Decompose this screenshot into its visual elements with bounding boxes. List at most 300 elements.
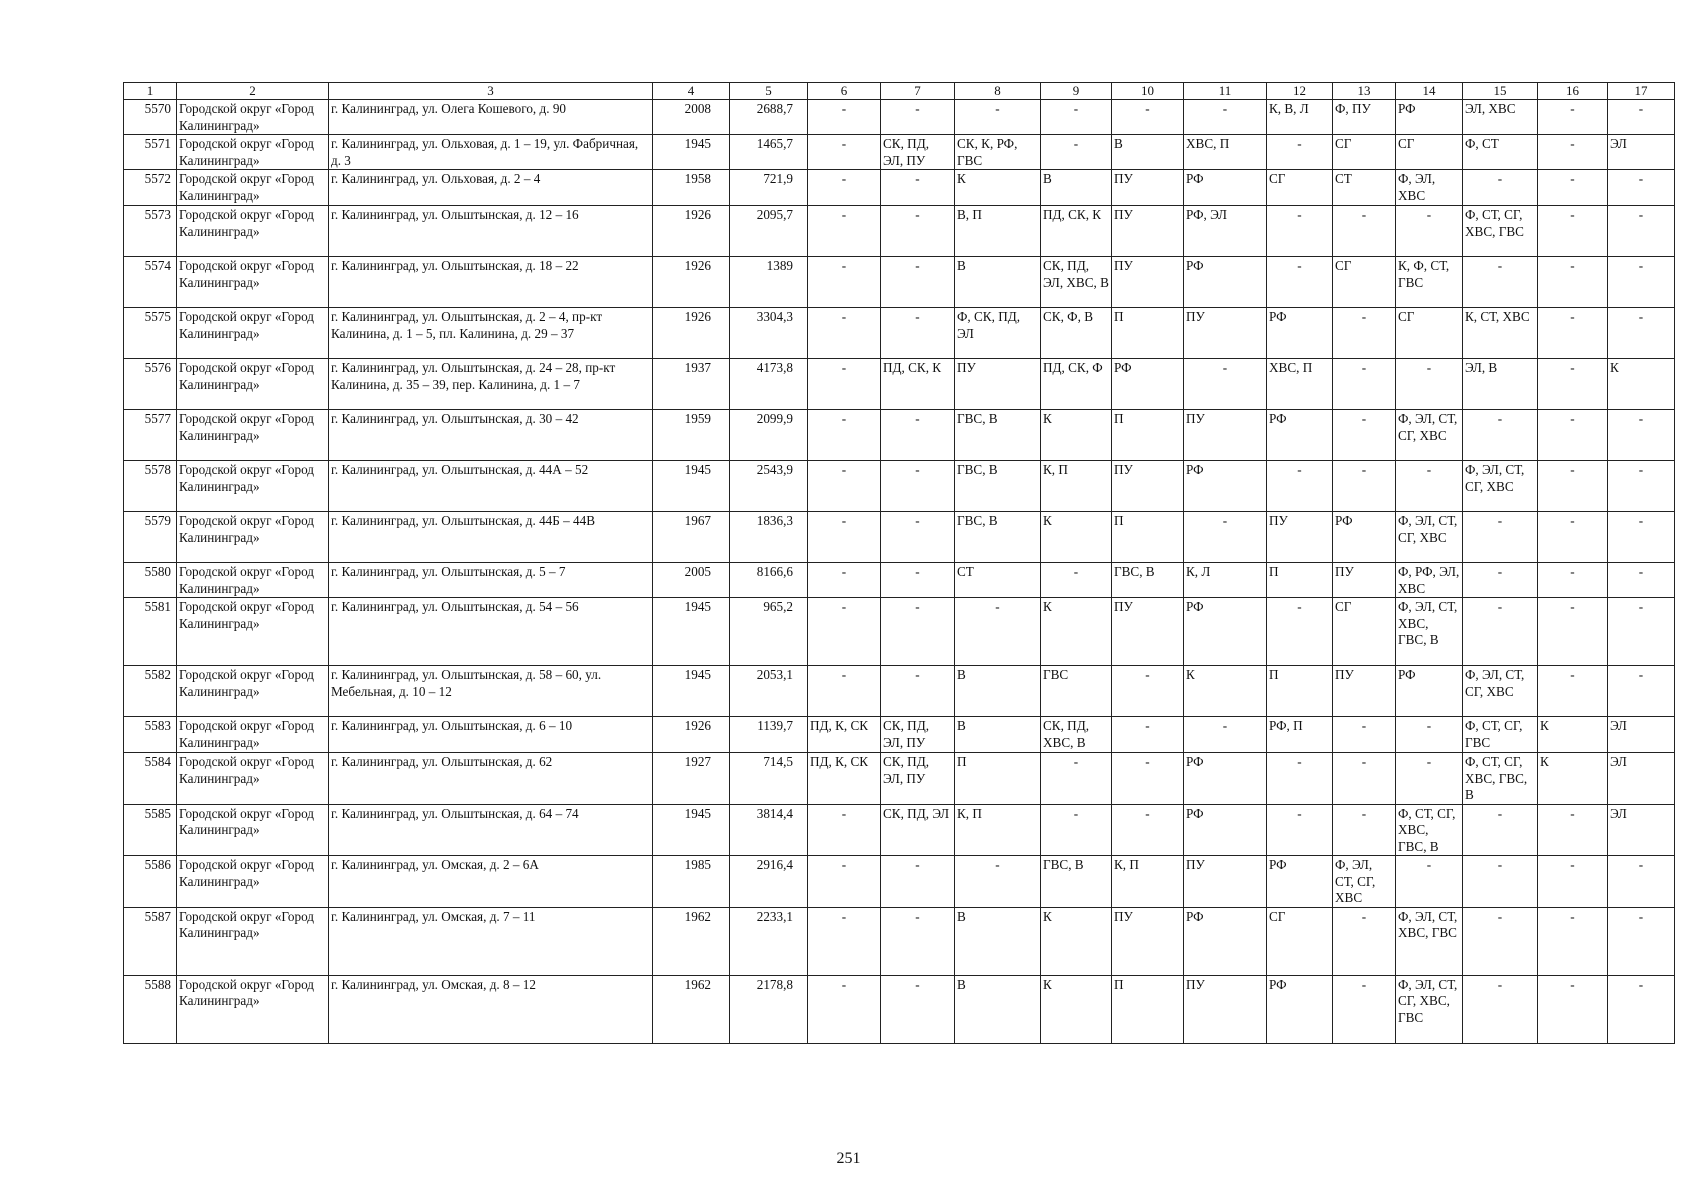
table-cell: - [1463, 410, 1538, 461]
table-cell: - [1608, 598, 1675, 666]
table-cell: 5575 [124, 308, 177, 359]
table-cell: РФ, П [1267, 717, 1333, 753]
table-cell: Городской округ «Город Калининград» [177, 975, 329, 1043]
table-cell: - [1538, 135, 1608, 170]
table-cell: РФ [1267, 856, 1333, 908]
table-cell: - [881, 907, 955, 975]
table-cell: Ф, ЭЛ, СТ, СГ, ХВС [1463, 666, 1538, 717]
table-row [124, 804, 1675, 856]
table-cell: Городской округ «Город Калининград» [177, 563, 329, 598]
table-cell: Городской округ «Город Калининград» [177, 206, 329, 257]
table-cell: г. Калининград, ул. Омская, д. 2 – 6А [329, 856, 653, 908]
table-cell: - [1608, 512, 1675, 563]
table-cell: СГ [1267, 907, 1333, 975]
table-cell: СК, ПД, ЭЛ, ПУ [881, 753, 955, 805]
table-cell: - [1267, 804, 1333, 856]
table-cell: Ф, СТ, СГ, ГВС [1463, 717, 1538, 753]
table-cell: - [1267, 461, 1333, 512]
table-cell: ЭЛ [1608, 717, 1675, 753]
table-cell: 1836,3 [730, 512, 808, 563]
table-cell: - [808, 308, 881, 359]
table-cell: 1959 [653, 410, 730, 461]
table-cell: В [1112, 135, 1184, 170]
table-cell: г. Калининград, ул. Ольштынская, д. 44А – 52 [329, 461, 653, 512]
table-cell: - [808, 410, 881, 461]
table-cell: 1945 [653, 598, 730, 666]
table-cell: - [808, 856, 881, 908]
table-cell: ПД, К, СК [808, 753, 881, 805]
table-cell: - [1333, 206, 1396, 257]
table-cell: 1958 [653, 170, 730, 206]
table-cell: - [808, 257, 881, 308]
table-cell: г. Калининград, ул. Ольштынская, д. 24 – 28, пр-кт Калинина, д. 35 – 39, пер. Калинина, д. 1 – 7 [329, 359, 653, 410]
table-cell: К [1041, 410, 1112, 461]
table-cell: г. Калининград, ул. Ольштынская, д. 6 – 10 [329, 717, 653, 753]
table-cell: ПУ [1112, 257, 1184, 308]
table-cell: 1389 [730, 257, 808, 308]
table-cell: - [1333, 461, 1396, 512]
table-cell: - [1608, 666, 1675, 717]
table-cell: Городской округ «Город Калининград» [177, 461, 329, 512]
column-header: 13 [1333, 83, 1396, 100]
table-cell: Ф, СТ [1463, 135, 1538, 170]
table-cell: ПУ [1333, 563, 1396, 598]
table-cell: - [1608, 257, 1675, 308]
table-cell: - [1112, 666, 1184, 717]
table-cell: К [1538, 753, 1608, 805]
table-cell: г. Калининград, ул. Ольштынская, д. 18 – 22 [329, 257, 653, 308]
table-cell: Городской округ «Город Калининград» [177, 359, 329, 410]
table-cell: К [955, 170, 1041, 206]
table-cell: - [955, 856, 1041, 908]
table-cell: СК, ПД, ЭЛ, ПУ [881, 717, 955, 753]
table-cell: Городской округ «Город Калининград» [177, 856, 329, 908]
table-cell: - [1396, 206, 1463, 257]
table-cell: РФ [1267, 410, 1333, 461]
table-cell: 1985 [653, 856, 730, 908]
table-cell: - [955, 100, 1041, 135]
table-cell: ГВС, В [955, 512, 1041, 563]
table-cell: 5580 [124, 563, 177, 598]
column-header: 4 [653, 83, 730, 100]
table-cell: 1139,7 [730, 717, 808, 753]
table-cell: - [1112, 717, 1184, 753]
table-cell: К [1538, 717, 1608, 753]
data-table [123, 82, 1675, 1044]
table-cell: 5582 [124, 666, 177, 717]
table-cell: ГВС, В [955, 461, 1041, 512]
column-header: 7 [881, 83, 955, 100]
table-cell: - [1267, 598, 1333, 666]
table-cell: - [1608, 308, 1675, 359]
table-cell: 1945 [653, 461, 730, 512]
table-cell: г. Калининград, ул. Ольховая, д. 1 – 19, ул. Фабричная, д. 3 [329, 135, 653, 170]
table-cell: 1465,7 [730, 135, 808, 170]
table-cell: РФ [1333, 512, 1396, 563]
table-row [124, 907, 1675, 975]
table-cell: - [808, 666, 881, 717]
table-cell: Городской округ «Город Калининград» [177, 512, 329, 563]
table-cell: - [1396, 461, 1463, 512]
table-cell: 1926 [653, 257, 730, 308]
table-cell: - [1608, 410, 1675, 461]
table-cell: Ф, СК, ПД, ЭЛ [955, 308, 1041, 359]
table-cell: Ф, ЭЛ, СТ, СГ, ХВС, ГВС [1396, 975, 1463, 1043]
table-cell: 2178,8 [730, 975, 808, 1043]
table-cell: 2005 [653, 563, 730, 598]
table-cell: - [1608, 975, 1675, 1043]
table-cell: - [1267, 753, 1333, 805]
table-cell: К, СТ, ХВС [1463, 308, 1538, 359]
table-cell: ЭЛ, В [1463, 359, 1538, 410]
table-cell: 5584 [124, 753, 177, 805]
table-cell: ЭЛ, ХВС [1463, 100, 1538, 135]
table-cell: г. Калининград, ул. Ольштынская, д. 30 – 42 [329, 410, 653, 461]
table-cell: РФ [1184, 907, 1267, 975]
table-cell: - [1538, 308, 1608, 359]
table-cell: ГВС, В [955, 410, 1041, 461]
table-cell: - [1112, 100, 1184, 135]
table-cell: - [1396, 717, 1463, 753]
column-header: 17 [1608, 83, 1675, 100]
table-cell: - [1463, 512, 1538, 563]
table-cell: ГВС, В [1112, 563, 1184, 598]
column-header: 2 [177, 83, 329, 100]
column-header: 11 [1184, 83, 1267, 100]
table-cell: - [1184, 359, 1267, 410]
table-cell: 1927 [653, 753, 730, 805]
table-cell: - [1538, 563, 1608, 598]
table-cell: - [808, 907, 881, 975]
table-cell: - [808, 135, 881, 170]
table-cell: В [1041, 170, 1112, 206]
table-cell: 2543,9 [730, 461, 808, 512]
table-cell: - [1463, 598, 1538, 666]
table-cell: РФ, ЭЛ [1184, 206, 1267, 257]
table-cell: - [1267, 206, 1333, 257]
table-row [124, 410, 1675, 461]
table-cell: - [808, 461, 881, 512]
table-cell: ПУ [1112, 206, 1184, 257]
table-cell: В [955, 257, 1041, 308]
table-cell: - [1538, 170, 1608, 206]
column-header: 5 [730, 83, 808, 100]
table-cell: - [1538, 512, 1608, 563]
table-cell: Городской округ «Город Калининград» [177, 170, 329, 206]
table-cell: К [1041, 512, 1112, 563]
table-cell: СГ [1333, 598, 1396, 666]
table-row [124, 563, 1675, 598]
table-row [124, 598, 1675, 666]
table-cell: СК, ПД, ЭЛ [881, 804, 955, 856]
table-row [124, 135, 1675, 170]
table-cell: ХВС, П [1267, 359, 1333, 410]
table-cell: - [1184, 717, 1267, 753]
table-cell: - [1538, 666, 1608, 717]
column-header: 12 [1267, 83, 1333, 100]
table-cell: - [1463, 257, 1538, 308]
table-row [124, 666, 1675, 717]
column-header: 3 [329, 83, 653, 100]
table-cell: В [955, 975, 1041, 1043]
table-cell: 2233,1 [730, 907, 808, 975]
table-cell: - [955, 598, 1041, 666]
table-cell: ПУ [1112, 907, 1184, 975]
table-cell: 5588 [124, 975, 177, 1043]
table-cell: ЭЛ [1608, 135, 1675, 170]
table-cell: г. Калининград, ул. Ольштынская, д. 64 – 74 [329, 804, 653, 856]
table-cell: 714,5 [730, 753, 808, 805]
table-cell: - [1267, 257, 1333, 308]
table-cell: ПУ [955, 359, 1041, 410]
table-row [124, 100, 1675, 135]
table-cell: г. Калининград, ул. Ольштынская, д. 54 – 56 [329, 598, 653, 666]
table-cell: РФ [1184, 804, 1267, 856]
table-cell: - [808, 563, 881, 598]
table-cell: ПУ [1112, 461, 1184, 512]
table-cell: В [955, 907, 1041, 975]
table-cell: Городской округ «Город Калининград» [177, 308, 329, 359]
table-cell: 5585 [124, 804, 177, 856]
table-cell: 1926 [653, 308, 730, 359]
table-cell: - [1538, 907, 1608, 975]
table-cell: 5583 [124, 717, 177, 753]
table-cell: СГ [1267, 170, 1333, 206]
table-cell: РФ [1184, 753, 1267, 805]
table-cell: г. Калининград, ул. Олега Кошевого, д. 90 [329, 100, 653, 135]
column-header: 6 [808, 83, 881, 100]
table-cell: РФ [1184, 170, 1267, 206]
table-cell: 2099,9 [730, 410, 808, 461]
table-cell: - [808, 975, 881, 1043]
table-row [124, 856, 1675, 908]
table-cell: - [1333, 717, 1396, 753]
table-cell: 5579 [124, 512, 177, 563]
table-cell: ПД, СК, К [881, 359, 955, 410]
table-cell: - [1538, 856, 1608, 908]
table-cell: Городской округ «Город Калининград» [177, 753, 329, 805]
table-cell: 5577 [124, 410, 177, 461]
table-cell: Ф, ПУ [1333, 100, 1396, 135]
table-cell: В, П [955, 206, 1041, 257]
table-cell: Городской округ «Город Калининград» [177, 717, 329, 753]
table-cell: РФ [1267, 975, 1333, 1043]
table-cell: г. Калининград, ул. Ольштынская, д. 5 – 7 [329, 563, 653, 598]
table-cell: - [1608, 856, 1675, 908]
table-cell: К, П [1112, 856, 1184, 908]
table-cell: П [1112, 410, 1184, 461]
table-cell: ПД, К, СК [808, 717, 881, 753]
table-cell: ЭЛ [1608, 753, 1675, 805]
table-row [124, 206, 1675, 257]
table-cell: - [1608, 100, 1675, 135]
table-cell: Ф, ЭЛ, ХВС [1396, 170, 1463, 206]
table-cell: - [1463, 907, 1538, 975]
page-number: 251 [836, 1150, 861, 1167]
column-header: 10 [1112, 83, 1184, 100]
table-cell: Ф, ЭЛ, СТ, ХВС, ГВС, В [1396, 598, 1463, 666]
column-header: 1 [124, 83, 177, 100]
table-cell: г. Калининград, ул. Ольштынская, д. 12 – 16 [329, 206, 653, 257]
table-cell: - [1396, 856, 1463, 908]
table-body [124, 100, 1675, 1044]
column-header: 8 [955, 83, 1041, 100]
table-cell: - [1608, 563, 1675, 598]
table-cell: - [1112, 804, 1184, 856]
table-cell: РФ [1267, 308, 1333, 359]
table-cell: П [1267, 563, 1333, 598]
table-cell: - [1608, 206, 1675, 257]
table-cell: РФ [1184, 461, 1267, 512]
column-header: 16 [1538, 83, 1608, 100]
table-cell: - [1463, 563, 1538, 598]
table-cell: ПУ [1184, 975, 1267, 1043]
table-cell: - [1041, 563, 1112, 598]
table-cell: 5576 [124, 359, 177, 410]
table-cell: - [1333, 804, 1396, 856]
table-cell: - [808, 512, 881, 563]
table-cell: - [1184, 100, 1267, 135]
table-cell: - [1538, 598, 1608, 666]
table-cell: ПУ [1267, 512, 1333, 563]
table-cell: СК, ПД, ЭЛ, ХВС, В [1041, 257, 1112, 308]
table-cell: К [1041, 598, 1112, 666]
table-cell: 2688,7 [730, 100, 808, 135]
table-cell: 1945 [653, 135, 730, 170]
table-cell: 2053,1 [730, 666, 808, 717]
table-cell: - [1538, 206, 1608, 257]
table-cell: - [881, 461, 955, 512]
table-cell: ПУ [1112, 170, 1184, 206]
header-row [124, 83, 1675, 100]
table-cell: Городской округ «Город Калининград» [177, 257, 329, 308]
table-cell: Ф, СТ, СГ, ХВС, ГВС, В [1463, 753, 1538, 805]
table-cell: СК, К, РФ, ГВС [955, 135, 1041, 170]
table-cell: Ф, СТ, СГ, ХВС, ГВС [1463, 206, 1538, 257]
table-cell: - [1538, 461, 1608, 512]
table-cell: Городской округ «Город Калининград» [177, 804, 329, 856]
table-cell: - [881, 100, 955, 135]
table-cell: г. Калининград, ул. Ольштынская, д. 58 – 60, ул. Мебельная, д. 10 – 12 [329, 666, 653, 717]
table-cell: - [1396, 753, 1463, 805]
table-cell: г. Калининград, ул. Ольштынская, д. 62 [329, 753, 653, 805]
table-cell: СТ [955, 563, 1041, 598]
table-cell: В [955, 717, 1041, 753]
table-cell: - [1538, 804, 1608, 856]
table-cell: Ф, РФ, ЭЛ, ХВС [1396, 563, 1463, 598]
table-cell: П [1112, 512, 1184, 563]
table-cell: - [881, 975, 955, 1043]
table-cell: - [881, 856, 955, 908]
table-cell: - [1538, 410, 1608, 461]
table-cell: - [1041, 804, 1112, 856]
table-cell: - [881, 563, 955, 598]
table-cell: Ф, ЭЛ, СТ, СГ, ХВС [1396, 512, 1463, 563]
table-cell: ПУ [1184, 308, 1267, 359]
table-cell: - [881, 257, 955, 308]
table-cell: г. Калининград, ул. Ольховая, д. 2 – 4 [329, 170, 653, 206]
table-cell: Городской округ «Город Калининград» [177, 100, 329, 135]
table-cell: ГВС, В [1041, 856, 1112, 908]
table-cell: СК, ПД, ЭЛ, ПУ [881, 135, 955, 170]
table-cell: 2095,7 [730, 206, 808, 257]
table-cell: - [1333, 410, 1396, 461]
table-cell: РФ [1112, 359, 1184, 410]
table-cell: - [881, 666, 955, 717]
table-cell: - [1608, 461, 1675, 512]
table-cell: П [955, 753, 1041, 805]
table-cell: - [881, 598, 955, 666]
table-cell: ЭЛ [1608, 804, 1675, 856]
table-cell: ПД, СК, К [1041, 206, 1112, 257]
table-cell: 3814,4 [730, 804, 808, 856]
table-cell: - [881, 512, 955, 563]
table-cell: 5570 [124, 100, 177, 135]
table-row [124, 308, 1675, 359]
table-row [124, 717, 1675, 753]
table-cell: 5571 [124, 135, 177, 170]
table-cell: 5572 [124, 170, 177, 206]
table-cell: - [808, 170, 881, 206]
table-cell: - [1608, 907, 1675, 975]
table-cell: 5581 [124, 598, 177, 666]
table-cell: ПД, СК, Ф [1041, 359, 1112, 410]
table-cell: - [1267, 135, 1333, 170]
table-cell: 1945 [653, 804, 730, 856]
table-cell: К, П [1041, 461, 1112, 512]
table-cell: К [1041, 975, 1112, 1043]
table-cell: К [1184, 666, 1267, 717]
table-row [124, 170, 1675, 206]
table-cell: 965,2 [730, 598, 808, 666]
table-cell: СГ [1396, 135, 1463, 170]
table-cell: СК, ПД, ХВС, В [1041, 717, 1112, 753]
table-cell: 5578 [124, 461, 177, 512]
table-cell: г. Калининград, ул. Ольштынская, д. 2 – 4, пр-кт Калинина, д. 1 – 5, пл. Калинина, д. 29 – 37 [329, 308, 653, 359]
table-cell: - [1538, 359, 1608, 410]
table-cell: - [881, 170, 955, 206]
table-cell: 721,9 [730, 170, 808, 206]
table-cell: Городской округ «Город Калининград» [177, 598, 329, 666]
table-cell: К, Ф, СТ, ГВС [1396, 257, 1463, 308]
table-cell: 5586 [124, 856, 177, 908]
table-cell: - [881, 410, 955, 461]
table-cell: Ф, СТ, СГ, ХВС, ГВС, В [1396, 804, 1463, 856]
column-header: 9 [1041, 83, 1112, 100]
column-header: 15 [1463, 83, 1538, 100]
table-cell: - [1041, 135, 1112, 170]
table-cell: 1962 [653, 907, 730, 975]
table-cell: 5587 [124, 907, 177, 975]
table-cell: - [881, 308, 955, 359]
table-row [124, 257, 1675, 308]
table-cell: - [1112, 753, 1184, 805]
table-cell: 1945 [653, 666, 730, 717]
table-cell: 1926 [653, 206, 730, 257]
table-cell: ПУ [1184, 856, 1267, 908]
table-cell: Ф, ЭЛ, СТ, СГ, ХВС [1396, 410, 1463, 461]
table-cell: К [1041, 907, 1112, 975]
table-cell: 1967 [653, 512, 730, 563]
table-cell: - [1041, 753, 1112, 805]
table-cell: - [881, 206, 955, 257]
column-header: 14 [1396, 83, 1463, 100]
table-cell: - [1463, 975, 1538, 1043]
table-cell: СК, Ф, В [1041, 308, 1112, 359]
table-cell: П [1112, 308, 1184, 359]
table-cell: Городской округ «Город Калининград» [177, 907, 329, 975]
table-cell: 5574 [124, 257, 177, 308]
